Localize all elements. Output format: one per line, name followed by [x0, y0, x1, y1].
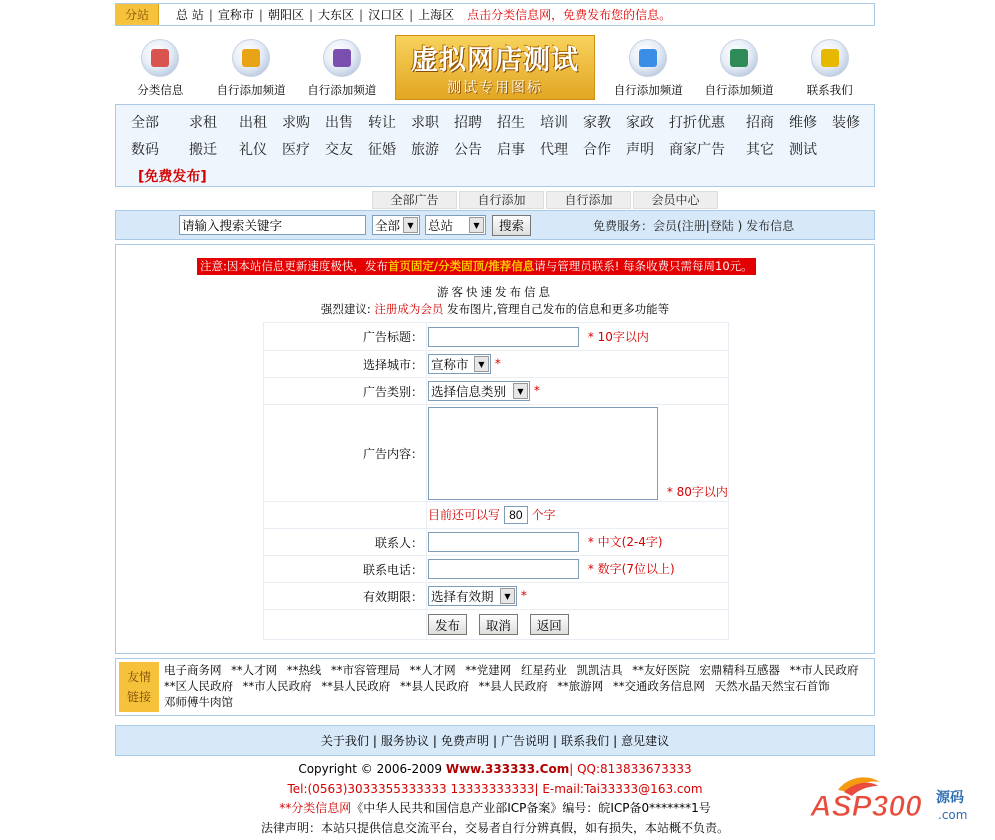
friend-link[interactable]: 红星药业 [520, 663, 567, 677]
content-hint: * 80字以内 [666, 484, 728, 499]
category-row1-12[interactable]: 打折优惠 [669, 114, 725, 131]
legal-line: 法律声明：本站只提供信息交流平台，交易者自行分辨真假，如有损失，本站概不负责。 [260, 820, 729, 835]
category-row1-2[interactable]: 出租 [239, 114, 267, 131]
ad-title-label: 广告标题： [264, 323, 427, 351]
site-link[interactable]: Www.333333.Com [445, 762, 570, 776]
search-scope-select[interactable]: 全部 ▼ [372, 215, 420, 235]
banner-title: 虚拟网店测试 [411, 45, 579, 76]
friend-link[interactable]: 邓师傅牛肉馆 [164, 695, 233, 709]
book-icon [232, 39, 270, 77]
footer-info [115, 760, 875, 838]
category-row1-10[interactable]: 家教 [583, 114, 611, 131]
category-row-2 [116, 135, 874, 162]
friend-link[interactable]: **市容管理局 [330, 663, 400, 677]
cancel-button[interactable]: 取消 [479, 614, 518, 635]
icp-line: **分类信息网《中华人民共和国信息产业部ICP备案》编号：皖ICP备0*******1号 [279, 801, 711, 815]
category-row2-1[interactable]: 搬迁 [189, 141, 217, 158]
category-row1-1[interactable]: 求租 [189, 114, 217, 131]
phone-label: 联系电话： [264, 556, 427, 583]
branch-notice[interactable]: 点击分类信息网，免费发布您的信息。 [467, 8, 672, 22]
category-row1-9[interactable]: 培训 [540, 114, 568, 131]
category-row1-14[interactable]: 维修 [789, 114, 817, 131]
branch-links: 总 站 | 宣称市 | 朝阳区 | 大东区 | 汉口区 | 上海区 [159, 6, 459, 23]
copyright-line: Copyright © 2006-2009 Www.333333.Com| QQ:813833673333 [298, 762, 692, 776]
period-label: 有效期限： [264, 583, 427, 610]
friend-link[interactable]: **人才网 [409, 663, 456, 677]
tab-row [115, 191, 875, 209]
watermark-domain: .com [938, 808, 968, 822]
friend-link[interactable]: **县人民政府 [399, 679, 469, 693]
category-row1-11[interactable]: 家政 [626, 114, 654, 131]
category-row-1 [116, 108, 874, 135]
search-button[interactable]: 搜索 [492, 215, 531, 236]
watermark-suffix: 源码 [936, 790, 964, 806]
friend-link[interactable]: **市人民政府 [789, 663, 859, 677]
chevron-down-icon: ▼ [474, 356, 489, 372]
category-row1-4[interactable]: 出售 [325, 114, 353, 131]
footer-ad-info[interactable]: 广告说明 [501, 734, 550, 748]
warning-banner: 注意:因本站信息更新速度极快，发布首页固定/分类固顶/推荐信息请与管理员联系! 每条收费只需每周10元。 [197, 258, 756, 275]
branch-bar [115, 3, 875, 26]
ad-title-input[interactable] [428, 327, 579, 347]
free-post-link[interactable]: [免费发布] [138, 168, 207, 185]
friend-link[interactable]: **县人民政府 [478, 679, 548, 693]
category-row1-0[interactable]: 全部 [131, 114, 159, 131]
footer-about[interactable]: 关于我们 [320, 734, 369, 748]
search-bar [115, 210, 875, 240]
footer-contact[interactable]: 联系我们 [561, 734, 610, 748]
tools-icon [323, 39, 361, 77]
remaining-chars: 目前还可以写 80 个字 [427, 502, 729, 529]
phone-hint: * 数字(7位以上) [587, 562, 675, 576]
category-row2-14[interactable]: 测试 [789, 141, 817, 158]
category-row1-8[interactable]: 招生 [497, 114, 525, 131]
friend-link[interactable]: 电子商务网 [164, 663, 222, 677]
shop-banner[interactable] [395, 35, 595, 100]
category-row2-12[interactable]: 商家广告 [669, 141, 725, 158]
tab-custom-2[interactable]: 自行添加 [546, 191, 631, 209]
asp300-watermark-logo [808, 772, 978, 824]
chevron-down-icon: ▼ [469, 217, 484, 233]
footer-feedback[interactable]: 意见建议 [621, 734, 670, 748]
friend-link[interactable]: **区人民政府 [164, 679, 233, 693]
branch-tag: 分站 [116, 4, 159, 25]
category-row2-2[interactable]: 礼仪 [239, 141, 267, 158]
post-form-panel [115, 244, 875, 654]
watermark-brand: ASP300 [810, 790, 922, 823]
contact-line: Tel:(0563)3033355333333 13333333333| E-mail:Tai33333@163.com [287, 781, 703, 796]
friend-links-list [162, 659, 874, 715]
search-input[interactable] [179, 215, 366, 235]
person-icon [720, 39, 758, 77]
chevron-down-icon: ▼ [513, 383, 528, 399]
period-select[interactable]: 选择有效期 ▼ [428, 586, 517, 606]
friend-links [115, 658, 875, 716]
free-service: 免费服务：会员(注册|登陆 ) 发布信息 [593, 218, 795, 233]
city-select[interactable]: 宣称市 ▼ [428, 354, 491, 374]
category-row2-6[interactable]: 旅游 [411, 141, 439, 158]
city-label: 选择城市： [264, 351, 427, 378]
tab-custom-1[interactable]: 自行添加 [459, 191, 544, 209]
friend-link[interactable]: 凯凯洁具 [576, 663, 623, 677]
friend-link[interactable]: **热线 [286, 663, 322, 677]
chevron-down-icon: ▼ [500, 588, 515, 604]
category-row1-7[interactable]: 招聘 [454, 114, 482, 131]
category-select[interactable]: 选择信息类别 ▼ [428, 381, 530, 401]
category-row1-3[interactable]: 求购 [282, 114, 310, 131]
friend-link[interactable]: **人才网 [231, 663, 278, 677]
shopping-bag-icon [811, 39, 849, 77]
friend-link[interactable]: **交通政务信息网 [612, 679, 705, 693]
register-member-link[interactable]: 注册成为会员 [374, 302, 444, 316]
friend-links-label: 友情 链接 [119, 662, 159, 712]
contact-input[interactable] [428, 532, 579, 552]
contact-hint: * 中文(2-4字) [587, 535, 663, 549]
category-label: 广告类别： [264, 378, 427, 405]
tab-all-ads[interactable]: 全部广告 [372, 191, 457, 209]
category-row2-5[interactable]: 征婚 [368, 141, 396, 158]
search-site-select[interactable]: 总站 ▼ [425, 215, 486, 235]
contact-label: 联系人： [264, 529, 427, 556]
chevron-down-icon: ▼ [403, 217, 418, 233]
branch-link-shanghai[interactable]: 上海区 [418, 8, 455, 22]
channel-icon-row [115, 35, 875, 100]
channel-custom-2[interactable]: 自行添加频道 [296, 35, 387, 100]
users-icon [141, 39, 179, 77]
category-row2-3[interactable]: 医疗 [282, 141, 310, 158]
form-title: 游客快速发布信息 [437, 285, 553, 299]
tab-member-center[interactable]: 会员中心 [633, 191, 718, 209]
register-link[interactable]: 注册 [681, 218, 706, 233]
branch-link-xuancheng[interactable]: 宣称市 [217, 8, 254, 22]
content-label: 广告内容： [264, 405, 427, 502]
channel-classified[interactable]: 分类信息 [115, 35, 206, 100]
blocks-icon [629, 39, 667, 77]
channel-contact[interactable]: 联系我们 [784, 35, 875, 100]
submit-button[interactable]: 发布 [428, 614, 467, 635]
channel-custom-1[interactable]: 自行添加频道 [206, 35, 297, 100]
branch-link-chaoyang[interactable]: 朝阳区 [267, 8, 304, 22]
post-form [263, 322, 729, 640]
friend-link[interactable]: **友好医院 [632, 663, 690, 677]
channel-custom-3[interactable]: 自行添加频道 [603, 35, 694, 100]
category-row1-13[interactable]: 招商 [746, 114, 774, 131]
category-row2-9[interactable]: 代理 [540, 141, 568, 158]
category-row1-6[interactable]: 求职 [411, 114, 439, 131]
footer-nav: 关于我们 | 服务协议 | 免费声明 | 广告说明 | 联系我们 | 意见建议 [115, 725, 875, 756]
branch-link-main[interactable]: 总 站 [176, 8, 204, 22]
category-row2-10[interactable]: 合作 [583, 141, 611, 158]
category-row1-5[interactable]: 转让 [368, 114, 396, 131]
required-star: * [520, 588, 527, 603]
post-info-link[interactable]: 发布信息 [746, 218, 795, 233]
friend-link[interactable]: 天然水晶天然宝石首饰 [714, 679, 830, 693]
remaining-count-field [504, 506, 528, 524]
banner-subtitle: 测试专用图标 [447, 80, 543, 96]
back-button[interactable]: 返回 [530, 614, 569, 635]
footer-terms[interactable]: 服务协议 [380, 734, 429, 748]
category-nav [115, 104, 875, 187]
friend-link[interactable]: 宏鼎精科互感器 [699, 663, 780, 677]
category-row-3 [116, 162, 874, 189]
friend-link[interactable]: **县人民政府 [321, 679, 391, 693]
required-star: * [494, 356, 501, 371]
footer-disclaimer[interactable]: 免费声明 [440, 734, 489, 748]
category-row2-8[interactable]: 启事 [497, 141, 525, 158]
ad-content-textarea[interactable] [428, 407, 658, 500]
friend-link[interactable]: **旅游网 [557, 679, 604, 693]
friend-link[interactable]: **党建网 [465, 663, 512, 677]
form-suggestion: 强烈建议: 注册成为会员 发布图片,管理自己发布的信息和更多功能等 [320, 302, 670, 316]
category-row2-13[interactable]: 其它 [746, 141, 774, 158]
login-link[interactable]: 登陆 [709, 218, 734, 233]
friend-link[interactable]: **市人民政府 [242, 679, 312, 693]
required-star: * [533, 383, 540, 398]
category-row2-7[interactable]: 公告 [454, 141, 482, 158]
category-row2-11[interactable]: 声明 [626, 141, 654, 158]
branch-link-dadong[interactable]: 大东区 [318, 8, 355, 22]
category-row1-15[interactable]: 装修 [832, 114, 860, 131]
category-row2-4[interactable]: 交友 [325, 141, 353, 158]
branch-link-hankou[interactable]: 汉口区 [368, 8, 405, 22]
channel-custom-4[interactable]: 自行添加频道 [694, 35, 785, 100]
phone-input[interactable] [428, 559, 579, 579]
category-row2-0[interactable]: 数码 [131, 141, 159, 158]
ad-title-hint: * 10字以内 [587, 329, 649, 344]
